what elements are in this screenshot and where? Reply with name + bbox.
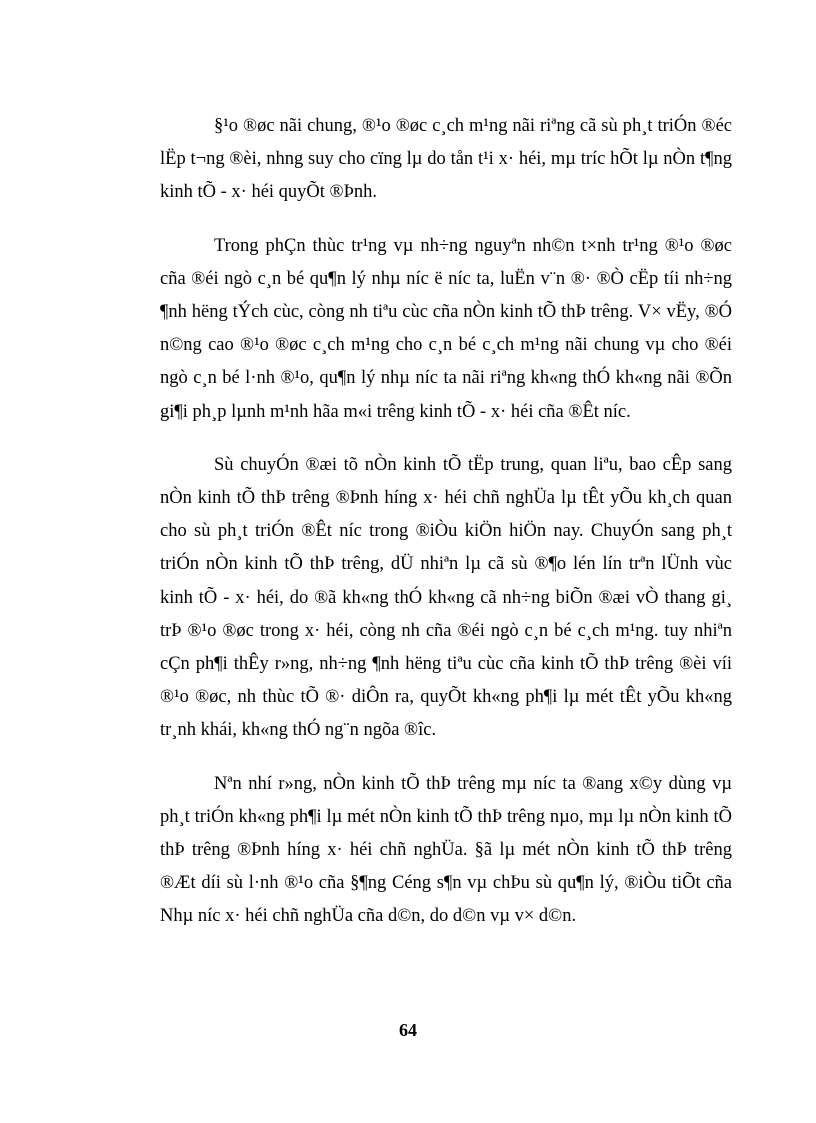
paragraph-4: Nªn nhí r»ng, nÒn kinh tÕ thÞ trêng mµ níc ta ®ang x©y dùng vµ ph¸t triÓn kh«ng ph¶i lµ mét nÒn kinh tÕ thÞ trêng nµo, mµ lµ nÒn kinh tÕ thÞ trêng ®Þnh híng x· héi chñ nghÜa. §ã lµ mét nÒn kinh tÕ thÞ trêng ®Æt díi sù l·nh ®¹o cña §¶ng Céng s¶n vµ chÞu sù qu¶n lý, ®iÒu tiÕt cña Nhµ níc x· héi chñ nghÜa cña d©n, do d©n vµ v× d©n.	[160, 773, 732, 927]
paragraph-3: Sù chuyÓn ®æi tõ nÒn kinh tÕ tËp trung, quan liªu, bao cÊp sang nÒn kinh tÕ thÞ trêng ®Þnh híng x· héi chñ nghÜa lµ tÊt yÕu kh¸ch quan cho sù ph¸t triÓn ®Êt níc trong ®iÒu kiÖn hiÖn nay. ChuyÓn sang ph¸t triÓn nÒn kinh tÕ thÞ trêng, dÜ nhiªn lµ cã sù ®¶o lén lín trªn lÜnh vùc kinh tÕ - x· héi, do ®ã kh«ng thÓ kh«ng cã nh÷ng biÕn ®æi vÒ thang gi¸ trÞ ®¹o ®øc trong x· héi, còng nh cña ®éi ngò c¸n bé c¸ch m¹ng. tuy nhiªn cÇn ph¶i thÊy r»ng, nh÷ng ¶nh hëng tiªu cùc cña kinh tÕ thÞ trêng ®èi víi ®¹o ®øc, nh thùc tÕ ®· diÔn ra, quyÕt kh«ng ph¶i lµ mét tÊt yÕu kh«ng tr¸nh khái, kh«ng thÓ ng¨n ngõa ®îc.	[160, 454, 732, 741]
page-number: 64	[399, 1020, 417, 1040]
paragraph-2: Trong phÇn thùc tr¹ng vµ nh÷ng nguyªn nh©n t×nh tr¹ng ®¹o ®øc cña ®éi ngò c¸n bé qu¶n lý nhµ níc ë níc ta, luËn v¨n ®· ®Ò cËp tíi nh÷ng ¶nh hëng tÝch cùc, còng nh tiªu cùc cña nÒn kinh tÕ thÞ trêng. V× vËy, ®Ó n©ng cao ®¹o ®øc c¸ch m¹ng cho c¸n bé c¸ch m¹ng nãi chung vµ cho ®éi ngò c¸n bé l·nh ®¹o, qu¶n lý nhµ níc ta nãi riªng kh«ng thÓ kh«ng nãi ®Õn gi¶i ph¸p lµnh m¹nh hãa m«i trêng kinh tÕ - x· héi cña ®Êt níc.	[160, 235, 732, 422]
document-body	[160, 110, 732, 952]
paragraph-1: §¹o ®øc nãi chung, ®¹o ®øc c¸ch m¹ng nãi riªng cã sù ph¸t triÓn ®éc lËp t¬ng ®èi, nhng suy cho cïng lµ do tån t¹i x· héi, mµ tríc hÕt lµ nÒn t¶ng kinh tÕ - x· héi quyÕt ®Þnh.	[160, 116, 732, 203]
